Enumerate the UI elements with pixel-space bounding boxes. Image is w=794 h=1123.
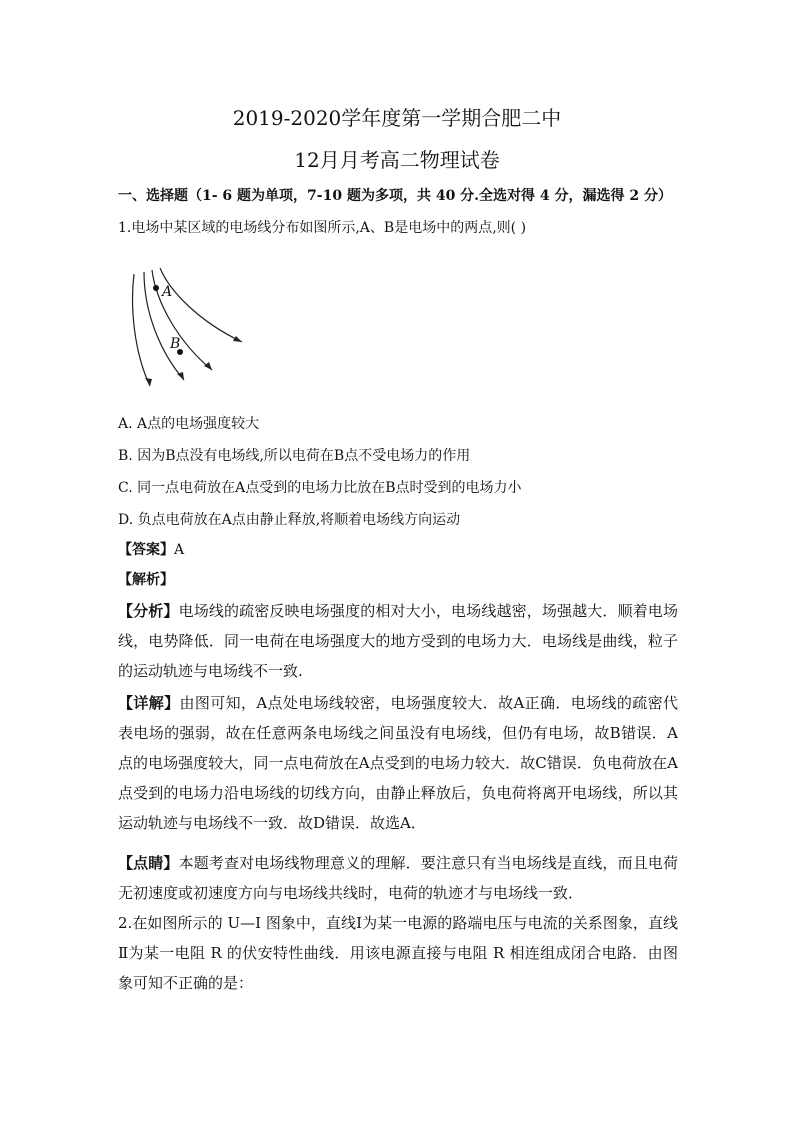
field-line-3-arrow [204,362,212,370]
q1-option-d: D. 负点电荷放在A点由静止释放,将顺着电场线方向运动 [118,512,461,528]
field-line-4 [160,268,242,342]
q1-option-b: B. 因为B点没有电场线,所以电荷在B点不受电场力的作用 [118,448,471,464]
q1-option-a: A. A点的电场强度较大 [118,416,260,432]
section-heading: 一、选择题（1- 6 题为单项，7-10 题为多项，共 40 分.全选对得 4 分，漏选得 2 分） [118,188,673,204]
q1-xiangjie-paragraph [118,688,678,838]
dianjing-tag: 【点睛】 [118,854,179,872]
point-a-label: A [162,284,173,300]
point-a-marker [153,285,159,291]
field-line-1 [133,274,150,386]
q1-dianjing-paragraph [118,848,678,908]
field-line-1-arrow [145,378,152,386]
fenxi-tag: 【分析】 [118,602,179,620]
xiangjie-tag: 【详解】 [118,694,180,712]
answer-tag: 【答案】 [118,542,174,558]
fenxi-text: 电场线的疏密反映电场强度的相对大小，电场线越密，场强越大．顺着电场线，电势降低．同一电荷在电场强度大的地方受到的电场力大．电场线是曲线，粒子的运动轨迹与电场线不一致. [118,602,678,680]
question-2-stem: 2.在如图所示的 U—I 图象中，直线Ⅰ为某一电源的路端电压与电流的关系图象，直线Ⅱ为某一电阻 R 的伏安特性曲线．用该电源直接与电阻 R 相连组成闭合电路．由图象可知不正确的是： [118,914,678,992]
exam-title-line2: 12月月考高二物理试卷 [294,148,500,172]
field-line-4-arrow [233,336,242,342]
dianjing-text: 本题考查对电场线物理意义的理解．要注意只有当电场线是直线，而且电荷无初速度或初速度方向与电场线共线时，电荷的轨迹才与电场线一致． [118,854,678,902]
answer-value: A [174,542,185,558]
q1-fenxi-paragraph [118,596,678,686]
q1-answer [118,540,184,560]
xiangjie-text: 由图可知，A点处电场线较密，电场强度较大．故A正确．电场线的疏密代表电场的强弱，故在任意两条电场线之间虽没有电场线，但仍有电场，故B错误．A点的电场强度较大，同一点电荷放在A点受到的电场力较大．故C错误．负电荷放在A点受到的电场力沿电场线的切线方向，由静止释放后，负电荷将离开电场线，所以其运动轨迹与电场线不一致．故D错误．故选A． [118,694,678,832]
exam-title-line1: 2019-2020学年度第一学期合肥二中 [232,106,562,130]
analysis-tag: 【解析】 [118,572,174,588]
question-1-stem: 1.电场中某区域的电场线分布如图所示,A、B是电场中的两点,则( ) [118,220,527,236]
field-line-3 [152,270,212,370]
q1-option-c: C. 同一点电荷放在A点受到的电场力比放在B点时受到的电场力小 [118,480,522,496]
point-b-label: B [170,336,181,352]
electric-field-lines-figure [120,262,250,394]
q1-analysis-heading [118,570,174,590]
